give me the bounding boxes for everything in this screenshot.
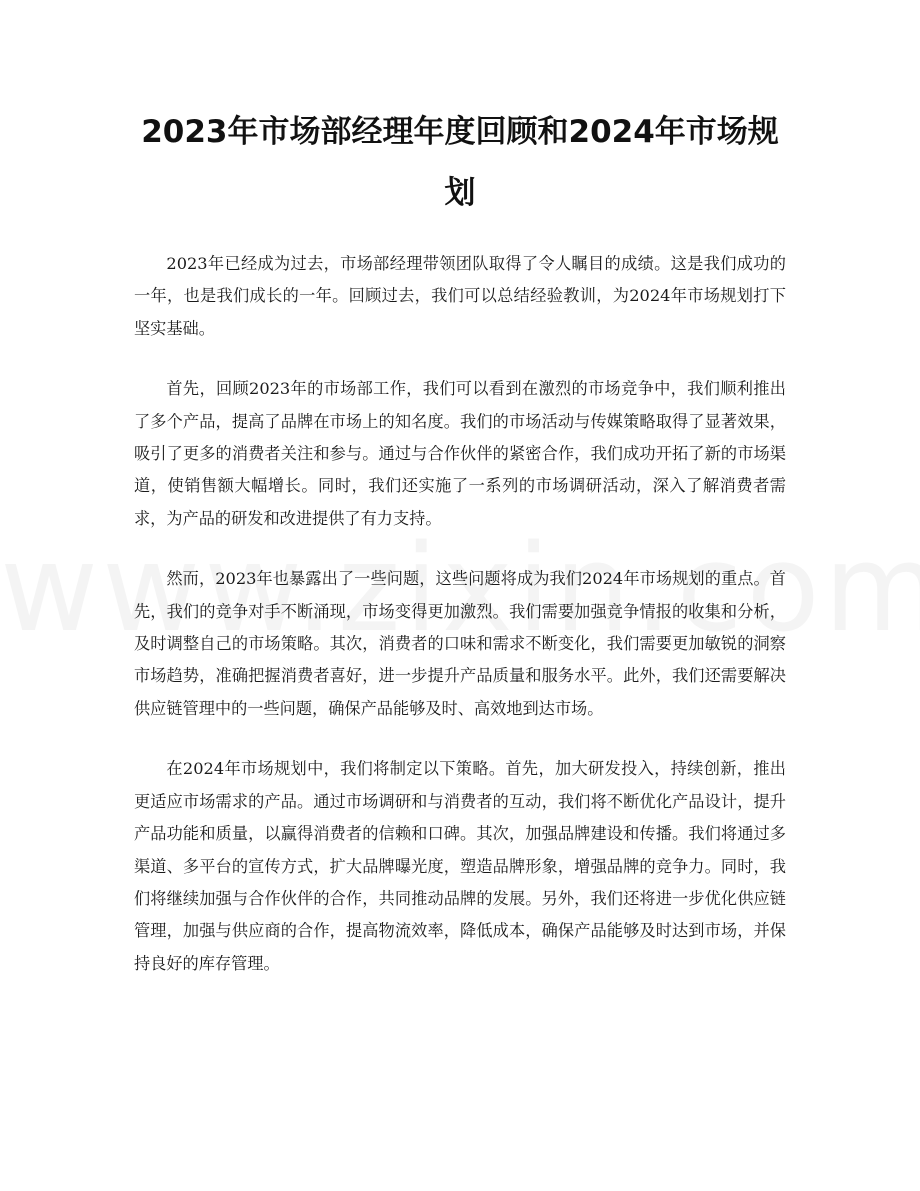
paragraph-intro: 2023年已经成为过去，市场部经理带领团队取得了令人瞩目的成绩。这是我们成功的一年，也是我们成长的一年。回顾过去，我们可以总结经验教训，为2024年市场规划打下坚实基础。: [134, 254, 786, 338]
paragraph-review: 首先，回顾2023年的市场部工作，我们可以看到在激烈的市场竞争中，我们顺利推出了多个产品，提高了品牌在市场上的知名度。我们的市场活动与传媒策略取得了显著效果，吸引了更多的消费者关注和参与。通过与合作伙伴的紧密合作，我们成功开拓了新的市场渠道，使销售额大幅增长。同时，我们还实施了一系列的市场调研活动，深入了解消费者需求，为产品的研发和改进提供了有力支持。: [134, 379, 786, 528]
document-body: [134, 248, 786, 1008]
paragraph-problems: 然而，2023年也暴露出了一些问题，这些问题将成为我们2024年市场规划的重点。首先，我们的竞争对手不断涌现，市场变得更加激烈。我们需要加强竞争情报的收集和分析，及时调整自己的市场策略。其次，消费者的口味和需求不断变化，我们需要更加敏锐的洞察市场趋势，准确把握消费者喜好，进一步提升产品质量和服务水平。此外，我们还需要解决供应链管理中的一些问题，确保产品能够及时、高效地到达市场。: [134, 569, 786, 718]
paragraph-strategy: 在2024年市场规划中，我们将制定以下策略。首先，加大研发投入，持续创新，推出更适应市场需求的产品。通过市场调研和与消费者的互动，我们将不断优化产品设计，提升产品功能和质量，以赢得消费者的信赖和口碑。其次，加强品牌建设和传播。我们将通过多渠道、多平台的宣传方式，扩大品牌曝光度，塑造品牌形象，增强品牌的竞争力。同时，我们将继续加强与合作伙伴的合作，共同推动品牌的发展。另外，我们还将进一步优化供应链管理，加强与供应商的合作，提高物流效率，降低成本，确保产品能够及时达到市场，并保持良好的库存管理。: [134, 759, 786, 973]
document-title: 2023年市场部经理年度回顾和2024年市场规划: [141, 114, 779, 211]
